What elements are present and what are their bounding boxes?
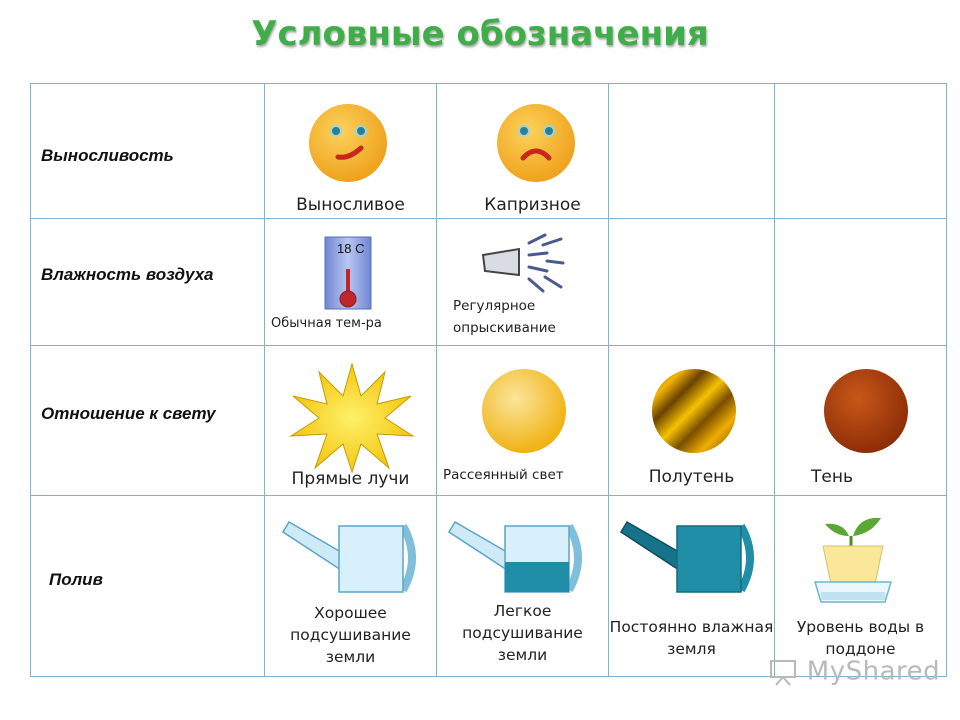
row-label-watering: Полив [49, 570, 103, 589]
row-label-cell [31, 219, 265, 346]
empty-cell [609, 84, 775, 219]
caption-watering-light: Легкое подсушивание земли [462, 602, 583, 664]
cell-hardy [265, 84, 437, 219]
legend-table [30, 83, 947, 677]
caption-normal-temp: Обычная тем-ра [271, 316, 382, 331]
cell-watering-good [265, 496, 437, 677]
empty-cell [609, 219, 775, 346]
caption-partial-shade: Полутень [648, 467, 735, 487]
caption-shade: Тень [811, 467, 853, 487]
sprayer-icon [481, 233, 567, 295]
table-row [31, 84, 947, 219]
cell-capricious [437, 84, 609, 219]
caption-diffused: Рассеянный свет [443, 467, 564, 483]
cell-direct-sun [265, 346, 437, 496]
caption-capricious: Капризное [484, 195, 581, 215]
presentation-icon [768, 658, 798, 686]
caption-watering-good: Хорошее подсушивание земли [290, 604, 411, 666]
cell-watering-moist [609, 496, 775, 677]
pot-tray-icon [813, 512, 897, 604]
caption-direct-sun: Прямые лучи [291, 469, 410, 489]
row-label-cell [31, 84, 265, 219]
watermark-text: MyShared [806, 656, 941, 687]
cell-watering-light [437, 496, 609, 677]
row-label-humidity: Влажность воздуха [41, 265, 214, 284]
table-row [31, 219, 947, 346]
shade-icon [823, 368, 909, 454]
page-title: Условные обозначения [251, 14, 709, 54]
cell-watering-tray [775, 496, 947, 677]
sun-icon [289, 362, 415, 474]
cell-diffused [437, 346, 609, 496]
watering-can-half-icon [447, 520, 583, 596]
thermometer-label: 18 С [337, 241, 365, 256]
caption-spraying: Регулярное опрыскивание [453, 298, 556, 336]
empty-cell [775, 84, 947, 219]
watering-can-empty-icon [281, 520, 417, 596]
caption-watering-moist: Постоянно влажная земля [609, 618, 774, 658]
partial-shade-icon [651, 368, 737, 454]
caption-watering-tray: Уровень воды в поддоне [796, 618, 925, 658]
row-label-light: Отношение к свету [41, 404, 216, 423]
cell-shade [775, 346, 947, 496]
cell-spraying [437, 219, 609, 346]
caption-hardy: Выносливое [296, 195, 405, 215]
cell-normal-temp [265, 219, 437, 346]
table-row [31, 346, 947, 496]
watering-can-full-icon [619, 520, 755, 596]
happy-face-icon [307, 102, 389, 184]
sad-face-icon [495, 102, 577, 184]
cell-partial-shade [609, 346, 775, 496]
row-label-endurance: Выносливость [41, 146, 174, 165]
row-label-cell [31, 346, 265, 496]
diffused-light-icon [481, 368, 567, 454]
row-label-cell [31, 496, 265, 677]
empty-cell [775, 219, 947, 346]
table-row [31, 496, 947, 677]
watermark-logo [768, 656, 940, 687]
